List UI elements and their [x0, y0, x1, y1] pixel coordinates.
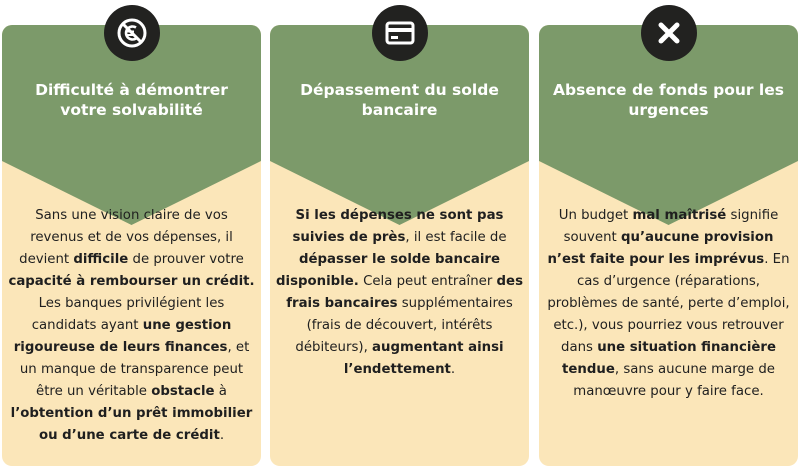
no-euro-icon	[104, 5, 160, 61]
bold-text-run: dépasser le solde bancaire disponible.	[276, 252, 500, 289]
text-run: .	[219, 428, 225, 443]
card-emergency-funds	[539, 25, 798, 466]
close-x-icon	[641, 5, 697, 61]
text-run: à	[214, 384, 227, 399]
text-run: .	[450, 362, 456, 377]
text-run: , et un manque de transparence peut être un véritable	[19, 340, 250, 399]
bold-text-run: difficile	[73, 252, 129, 267]
card-body	[2, 205, 261, 447]
bold-text-run: Si les dépenses ne sont pas suivies de près	[292, 208, 504, 245]
card-title: Dépassement du solde bancaire	[300, 81, 499, 119]
text-run: Les banques privilégient les candidats ayant	[31, 296, 225, 333]
card-body	[270, 205, 529, 381]
bold-text-run: capacité à rembourser un crédit.	[8, 274, 255, 289]
text-run: , il est facile de	[405, 230, 507, 245]
bold-text-run: obstacle	[151, 384, 215, 399]
text-run: . En cas d’urgence (réparations, problèmes de santé, perte d’emploi, etc.), vous pourriez vous retrouver dans	[547, 252, 790, 355]
bold-text-run: une situation financière tendue	[562, 340, 776, 377]
card-title: Difficulté à démontrer votre solvabilité	[35, 81, 228, 119]
credit-card-icon	[372, 5, 428, 61]
text-run: Sans une vision claire de vos revenus et de vos dépenses, il devient	[19, 208, 233, 267]
bold-text-run: des frais bancaires	[286, 274, 523, 311]
card-body	[539, 205, 798, 403]
bold-text-run: l’obtention d’un prêt immobilier ou d’une carte de crédit	[10, 406, 253, 443]
bold-text-run: mal maîtrisé	[632, 208, 727, 223]
text-run: signifie souvent	[563, 208, 779, 245]
bold-text-run: augmentant ainsi l’endettement	[343, 340, 504, 377]
text-run: , sans aucune marge de manœuvre pour y faire face.	[573, 362, 775, 399]
text-run: Cela peut entraîner	[358, 274, 497, 289]
card-title: Absence de fonds pour les urgences	[553, 81, 784, 119]
text-run: supplémentaires (frais de découvert, intérêts débiteurs),	[295, 296, 513, 355]
bold-text-run: une gestion rigoureuse de leurs finances	[13, 318, 232, 355]
card-solvency	[2, 25, 261, 466]
text-run: Un budget	[558, 208, 633, 223]
card-overdraft	[270, 25, 529, 466]
bold-text-run: qu’aucune provision n’est faite pour les imprévus	[547, 230, 774, 267]
text-run: de prouver votre	[128, 252, 244, 267]
